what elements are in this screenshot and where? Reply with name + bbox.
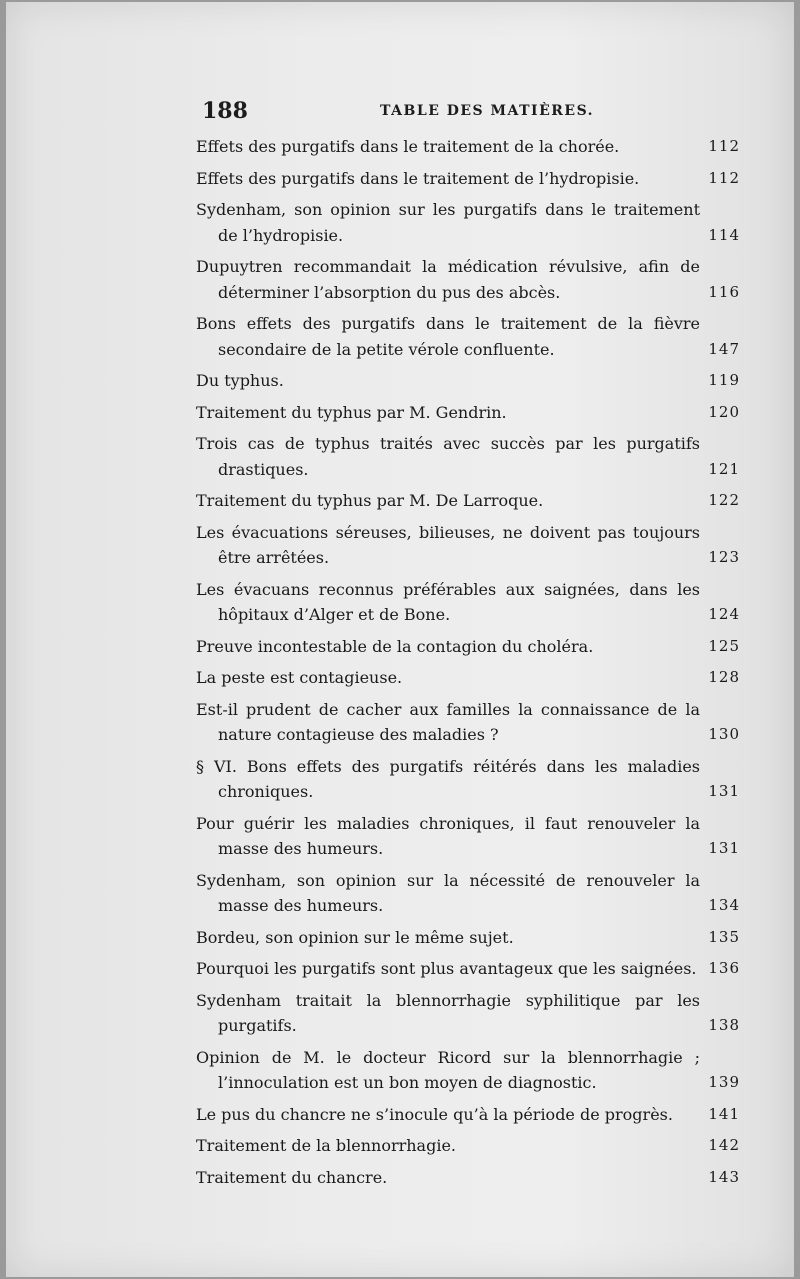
running-title: TABLE DES MATIÈRES. [380, 103, 595, 119]
toc-entry-page: 123 [708, 548, 740, 566]
toc-entry-page: 119 [708, 371, 740, 389]
toc-entry-text: Preuve incontestable de la contagion du choléra. [196, 636, 594, 656]
toc-entry-page: 142 [708, 1136, 740, 1154]
toc-entry [196, 368, 740, 394]
toc-entry-page: 143 [708, 1167, 740, 1186]
toc-entry-page: 147 [708, 339, 740, 358]
toc-entry-page: 122 [708, 491, 740, 509]
toc-entry-text: Traitement du typhus par M. De Larroque. [196, 491, 544, 510]
toc-entry [196, 311, 740, 362]
toc-entry-page: 120 [708, 402, 740, 421]
toc-entry [196, 134, 740, 160]
toc-entry-text: Les évacuations séreuses, bilieuses, ne doivent pas toujours être arrêtées. [196, 522, 700, 567]
toc-entry-text: Bons effets des purgatifs dans le traitement de la fièvre secondaire de la petite vérole confluente. [196, 314, 700, 359]
toc-entry-text: Traitement du chancre. [196, 1167, 388, 1187]
page-header [202, 98, 722, 124]
toc-entry-text: Sydenham, son opinion sur la nécessité de renouveler la masse des humeurs. [196, 870, 700, 915]
toc-entry [196, 1045, 740, 1096]
toc-entry-text: Bordeu, son opinion sur le même sujet. [196, 927, 514, 947]
toc-entry-text: Sydenham traitait la blennorrhagie syphilitique par les purgatifs. [196, 990, 700, 1035]
toc-entry [196, 811, 740, 862]
toc-entry-page: 141 [708, 1104, 740, 1123]
toc-entry-page: 131 [708, 782, 740, 800]
toc-entry-page: 125 [708, 636, 740, 655]
toc-entry-text: § VI. Bons effets des purgatifs réitérés dans les maladies chroniques. [196, 756, 700, 801]
toc-entry-page: 139 [708, 1073, 740, 1091]
toc-entry-text: Traitement du typhus par M. Gendrin. [196, 402, 507, 422]
toc-entry-page: 136 [708, 959, 740, 977]
toc-entry [196, 988, 740, 1039]
toc-entry [196, 197, 740, 248]
toc-entry-text: La peste est contagieuse. [196, 668, 403, 687]
toc-entry-page: 121 [708, 459, 740, 478]
toc-entry [196, 1133, 740, 1159]
toc-entry-page: 135 [708, 927, 740, 946]
toc-entry-text: Trois cas de typhus traités avec succès par les purgatifs drastiques. [196, 434, 700, 479]
table-of-contents [196, 134, 740, 1196]
toc-entry [196, 577, 740, 628]
toc-entry-text: Effets des purgatifs dans le traitement de la chorée. [196, 137, 620, 156]
toc-entry [196, 665, 740, 691]
toc-entry-text: Le pus du chancre ne s’inocule qu’à la période de progrès. [196, 1104, 673, 1124]
toc-entry [196, 1165, 740, 1191]
toc-entry-page: 134 [708, 896, 740, 914]
toc-entry-page: 130 [708, 725, 740, 743]
toc-entry [196, 754, 740, 805]
toc-entry [196, 868, 740, 919]
toc-entry-page: 112 [708, 168, 740, 187]
toc-entry [196, 431, 740, 482]
toc-entry-text: Opinion de M. le docteur Ricord sur la blennorrhagie ; l’innoculation est un bon moyen de diagnostic. [196, 1047, 700, 1092]
toc-entry-page: 131 [708, 839, 740, 857]
toc-entry-text: Dupuytren recommandait la médication révulsive, afin de déterminer l’absorption du pus des abcès. [196, 257, 700, 302]
toc-entry-text: Effets des purgatifs dans le traitement de l’hydropisie. [196, 168, 640, 188]
toc-entry-text: Pour guérir les maladies chroniques, il faut renouveler la masse des humeurs. [196, 813, 700, 858]
toc-entry-text: Du typhus. [196, 371, 284, 390]
toc-entry-text: Traitement de la blennorrhagie. [196, 1136, 456, 1155]
toc-entry-page: 112 [708, 137, 740, 155]
toc-entry-page: 116 [708, 282, 740, 301]
toc-entry-text: Pourquoi les purgatifs sont plus avantageux que les saignées. [196, 959, 697, 978]
toc-entry-page: 114 [708, 225, 740, 244]
toc-entry [196, 697, 740, 748]
toc-entry [196, 634, 740, 660]
toc-entry [196, 925, 740, 951]
toc-entry-page: 138 [708, 1016, 740, 1034]
toc-entry [196, 254, 740, 305]
toc-entry-page: 124 [708, 605, 740, 623]
toc-entry-text: Les évacuans reconnus préférables aux saignées, dans les hôpitaux d’Alger et de Bone. [196, 579, 700, 624]
toc-entry-page: 128 [708, 668, 740, 686]
toc-entry [196, 166, 740, 192]
toc-entry-text: Sydenham, son opinion sur les purgatifs dans le traitement de l’hydropisie. [196, 200, 700, 245]
page-number: 188 [202, 98, 248, 124]
toc-entry [196, 520, 740, 571]
toc-entry-text: Est-il prudent de cacher aux familles la connaissance de la nature contagieuse des maladies ? [196, 699, 700, 744]
toc-entry [196, 1102, 740, 1128]
toc-entry [196, 956, 740, 982]
toc-entry [196, 400, 740, 426]
toc-entry [196, 488, 740, 514]
